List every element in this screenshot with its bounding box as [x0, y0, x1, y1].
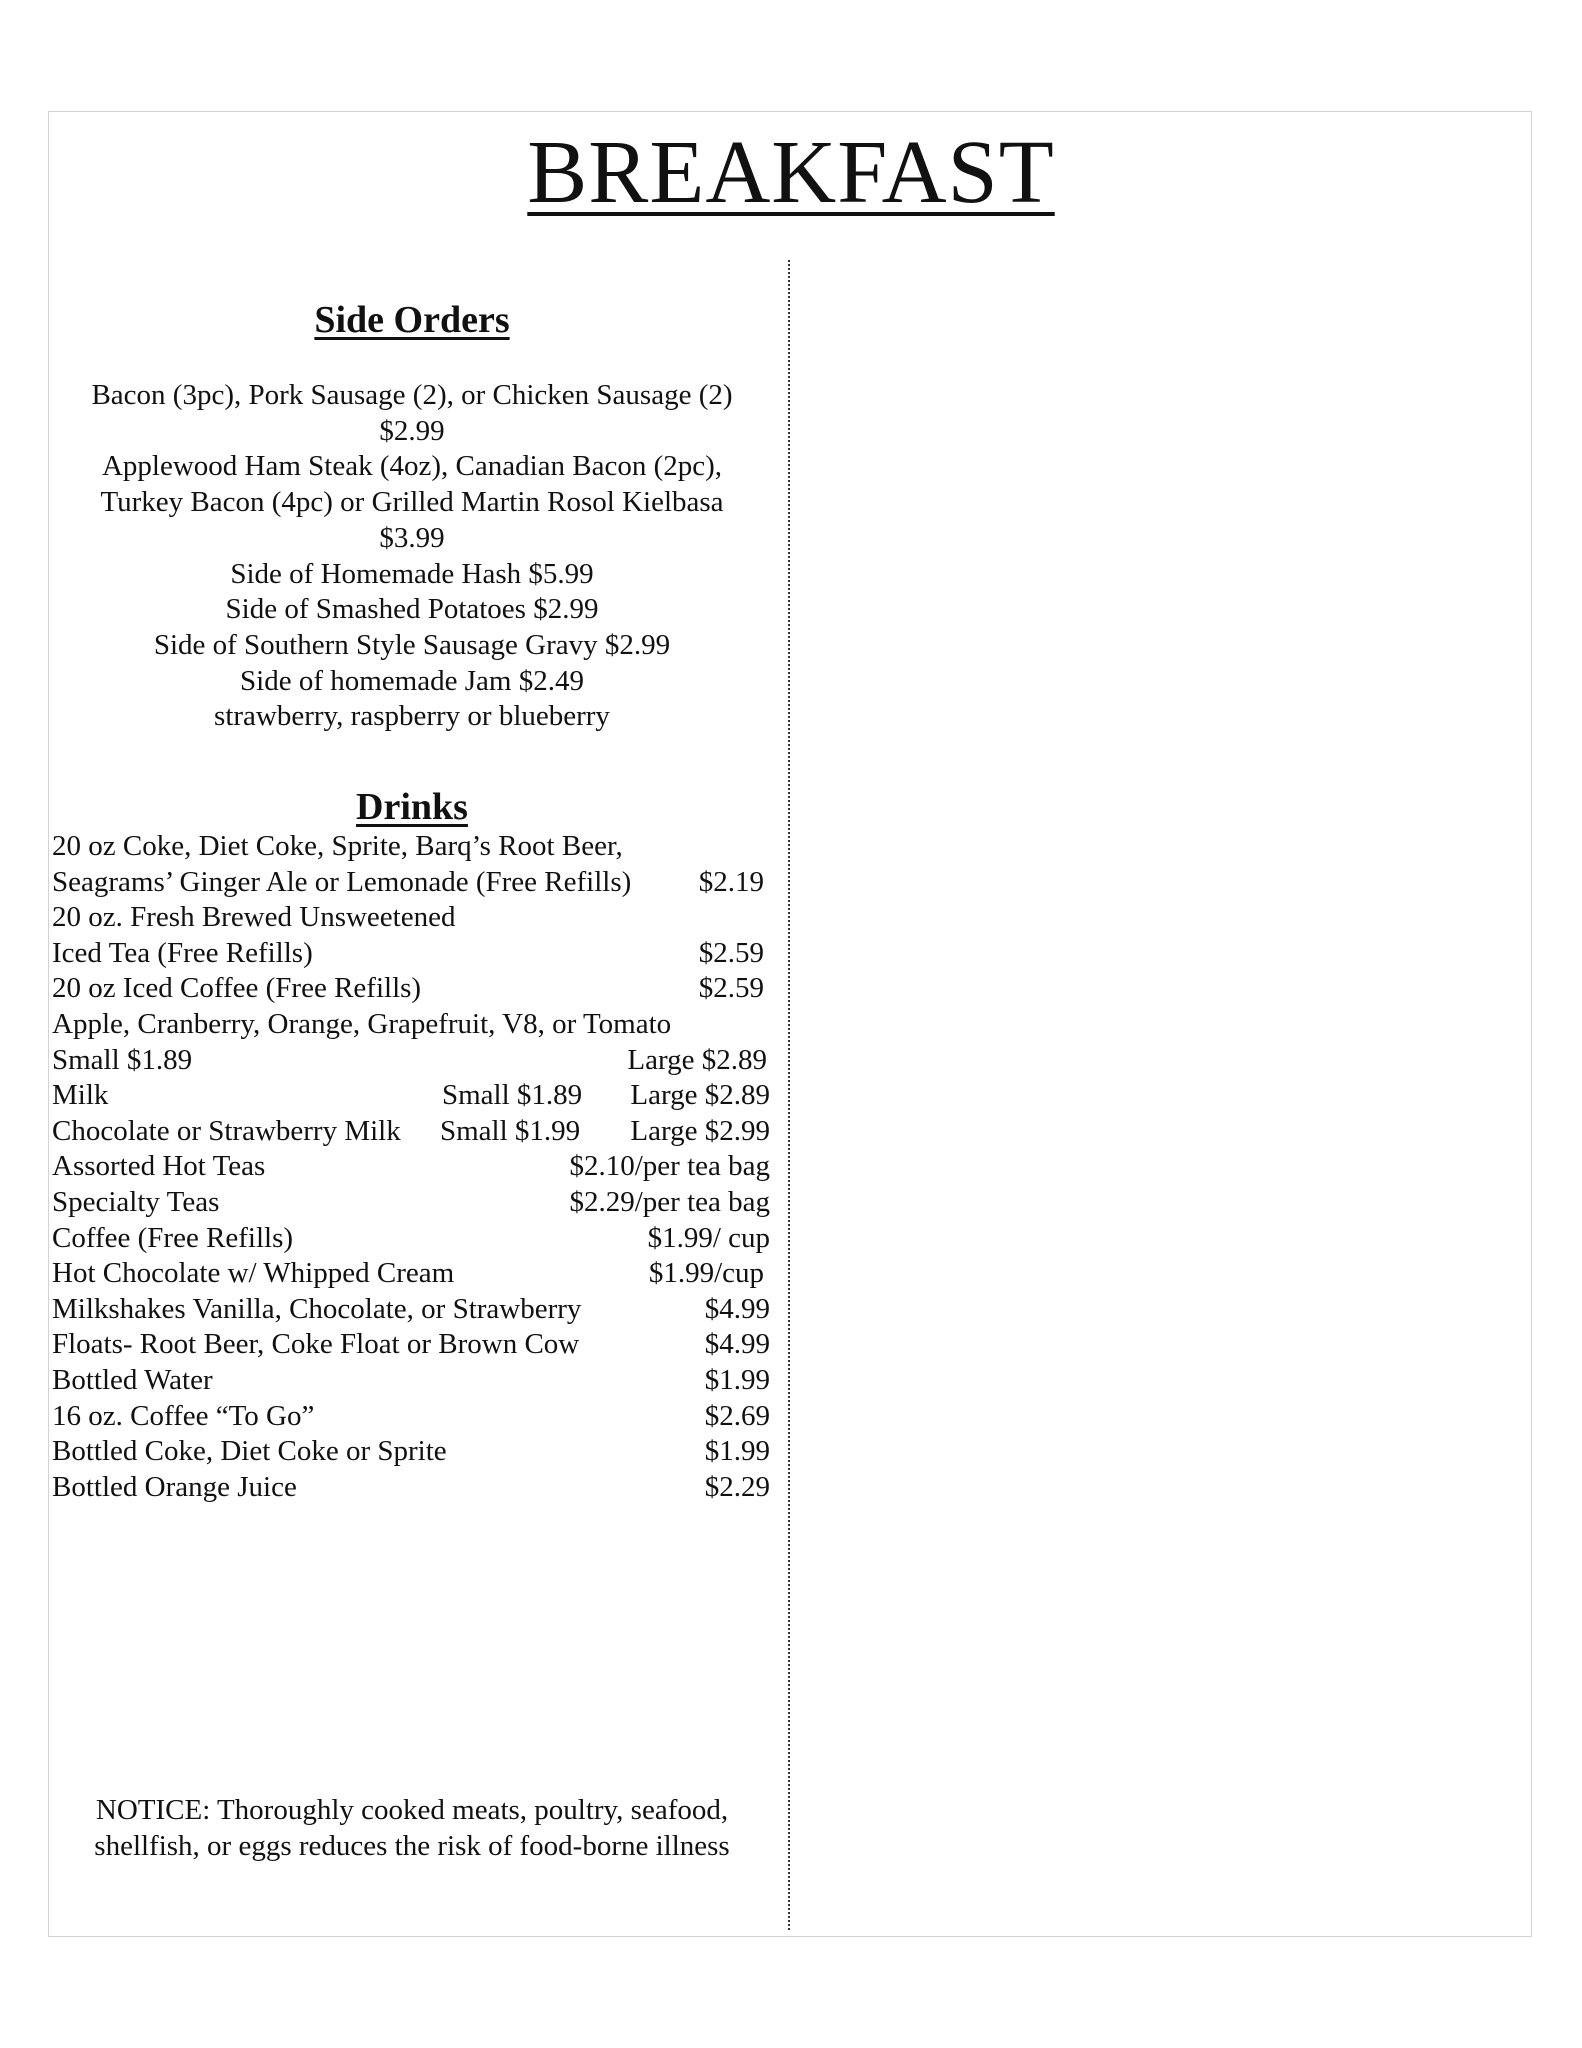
column-divider — [788, 260, 790, 1930]
drink-name: 20 oz. Fresh Brewed Unsweetened — [52, 901, 456, 934]
drink-name: Milkshakes Vanilla, Chocolate, or Strawberry — [52, 1292, 582, 1325]
notice-line: shellfish, or eggs reduces the risk of food-borne illness — [94, 1829, 730, 1862]
drink-name: Floats- Root Beer, Coke Float or Brown Cow — [52, 1328, 580, 1361]
side-order-line: Bacon (3pc), Pork Sausage (2), or Chicken Sausage (2) — [91, 379, 733, 411]
drinks-heading: Drinks — [356, 786, 468, 828]
drink-row — [52, 1078, 772, 1114]
drink-row — [52, 1327, 772, 1363]
drink-price: $2.59 — [698, 936, 764, 969]
side-orders-list — [52, 378, 772, 735]
drink-price: $2.29/per tea bag — [569, 1185, 770, 1218]
drink-row — [52, 900, 772, 936]
drink-name: Specialty Teas — [52, 1185, 220, 1218]
drink-row — [52, 1185, 772, 1221]
drink-row — [52, 1043, 772, 1079]
side-order-line: $3.99 — [379, 521, 445, 554]
drink-row — [52, 1114, 772, 1150]
drink-row — [52, 1256, 772, 1292]
drink-price-small: Small $1.99 — [440, 1114, 581, 1147]
side-order-line: Side of Smashed Potatoes $2.99 — [225, 593, 599, 626]
drink-price-large: Large $2.89 — [630, 1079, 770, 1112]
drink-name: Small $1.89 — [52, 1043, 193, 1076]
drink-name: Assorted Hot Teas — [52, 1150, 266, 1183]
drink-row — [52, 1399, 772, 1435]
drink-name: Iced Tea (Free Refills) — [52, 936, 313, 969]
drink-price: $1.99/ cup — [647, 1221, 770, 1254]
drink-name: Coffee (Free Refills) — [52, 1221, 294, 1254]
drink-row — [52, 1434, 772, 1470]
drink-name: Seagrams’ Ginger Ale or Lemonade (Free Refills) — [52, 865, 632, 898]
drink-name: Bottled Coke, Diet Coke or Sprite — [52, 1435, 447, 1468]
drink-row — [52, 829, 772, 865]
side-order-line: $2.99 — [379, 414, 445, 447]
drink-price-large: Large $2.99 — [630, 1114, 770, 1147]
drink-name: Milk — [52, 1079, 109, 1112]
drink-name: 20 oz Coke, Diet Coke, Sprite, Barq’s Root Beer, — [52, 830, 623, 862]
side-order-line: strawberry, raspberry or blueberry — [214, 700, 610, 733]
drink-price: $1.99/cup — [648, 1257, 764, 1290]
drink-row — [52, 1221, 772, 1257]
drink-price-small: Small $1.89 — [442, 1079, 583, 1112]
side-order-line: Side of Southern Style Sausage Gravy $2.99 — [153, 628, 671, 661]
drink-row — [52, 936, 772, 972]
drink-row — [52, 1007, 772, 1043]
side-orders-heading: Side Orders — [314, 299, 510, 341]
drinks-list — [52, 829, 772, 1505]
page-title: BREAKFAST — [527, 123, 1055, 222]
drink-row — [52, 1292, 772, 1328]
notice-line: NOTICE: Thoroughly cooked meats, poultry, seafood, — [95, 1794, 729, 1826]
drink-price: $4.99 — [704, 1292, 770, 1325]
drink-price: $4.99 — [704, 1328, 770, 1361]
drink-price: $1.99 — [704, 1435, 770, 1468]
drink-price-large: Large $2.89 — [627, 1043, 767, 1076]
drink-price: $2.19 — [698, 865, 764, 898]
side-order-line: Side of homemade Jam $2.49 — [240, 664, 584, 697]
drink-name: 16 oz. Coffee “To Go” — [52, 1399, 315, 1432]
side-order-line: Turkey Bacon (4pc) or Grilled Martin Rosol Kielbasa — [100, 486, 724, 519]
drink-row — [52, 1470, 772, 1506]
drink-row — [52, 865, 772, 901]
drink-name: 20 oz Iced Coffee (Free Refills) — [52, 972, 422, 1005]
drink-price: $2.59 — [698, 972, 764, 1005]
drink-name: Bottled Water — [52, 1363, 213, 1396]
drink-row — [52, 1149, 772, 1185]
food-safety-notice — [52, 1793, 772, 1864]
drink-price: $2.69 — [704, 1399, 770, 1432]
drink-row — [52, 1363, 772, 1399]
drink-row — [52, 971, 772, 1007]
drink-name: Bottled Orange Juice — [52, 1470, 297, 1503]
side-order-line: Applewood Ham Steak (4oz), Canadian Bacon (2pc), — [101, 450, 723, 483]
drink-name: Chocolate or Strawberry Milk — [52, 1114, 401, 1147]
drink-price: $2.10/per tea bag — [569, 1150, 770, 1183]
drink-name: Apple, Cranberry, Orange, Grapefruit, V8, or Tomato — [52, 1007, 672, 1040]
drink-price: $1.99 — [704, 1363, 770, 1396]
drink-name: Hot Chocolate w/ Whipped Cream — [52, 1257, 455, 1290]
side-order-line: Side of Homemade Hash $5.99 — [230, 557, 594, 590]
drink-price: $2.29 — [704, 1470, 770, 1503]
